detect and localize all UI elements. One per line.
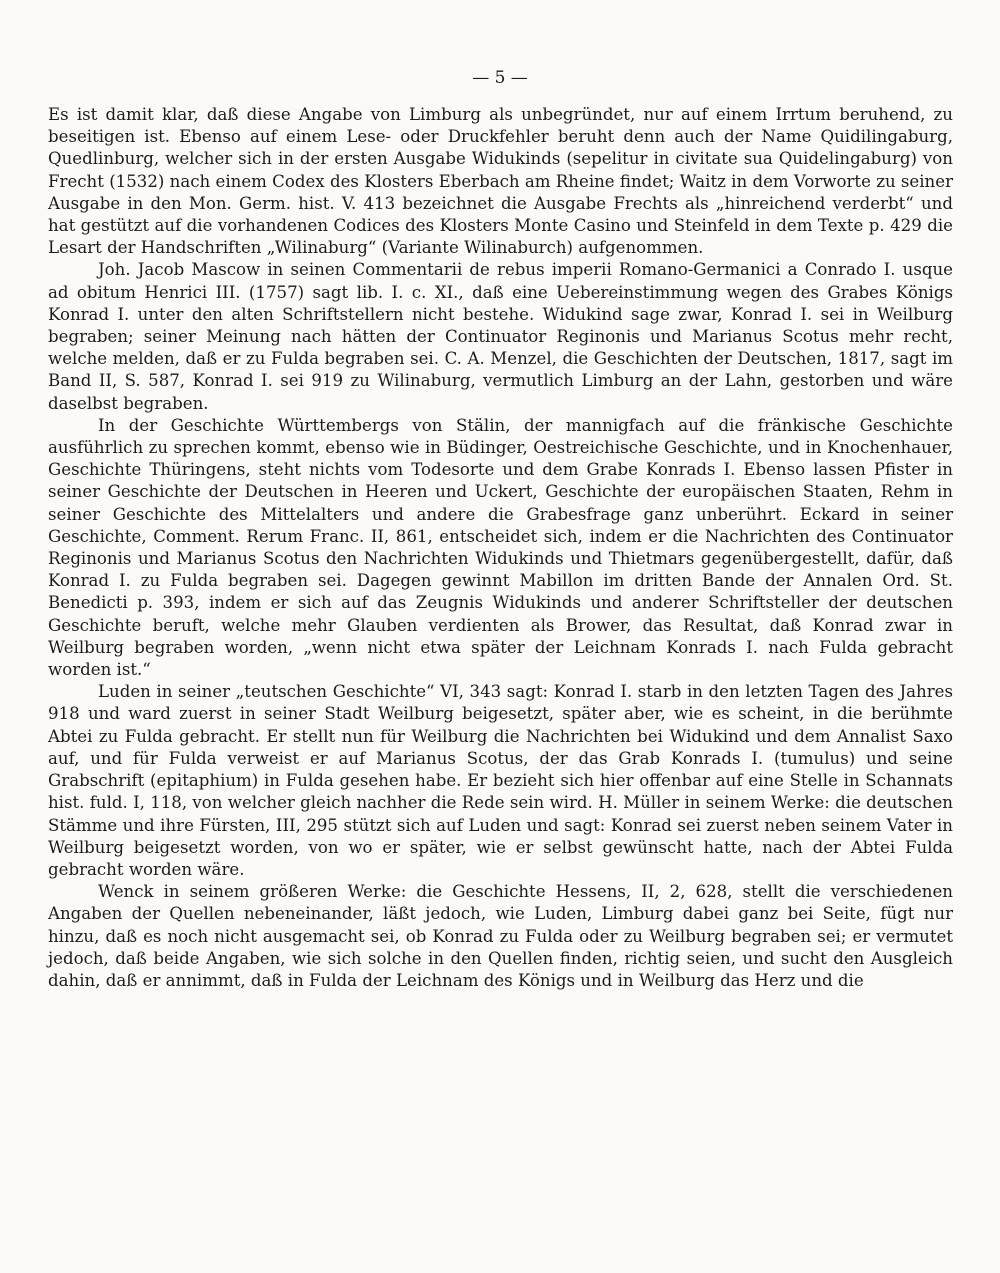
paragraph-4: Luden in seiner „teutschen Geschichte“ VI, 343 sagt: Konrad I. starb in den letzten Tagen des Jahres 918 und ward zuerst in seiner Stadt Weilburg beigesetzt, später aber, wie es scheint, in die berühmte Abtei zu Fulda gebracht. Er stellt nun für Weilburg die Nachrichten bei Widukind und dem Annalist Saxo auf, und für Fulda verweist er auf Marianus Scotus, der das Grab Konrads I. (tumulus) und seine Grabschrift (epitaphium) in Fulda gesehen habe. Er bezieht sich hier offenbar auf eine Stelle in Schannats hist. fuld. I, 118, von welcher gleich nachher die Rede sein wird. H. Müller in seinem Werke: die deutschen Stämme und ihre Fürsten, III, 295 stützt sich auf Luden und sagt: Konrad sei zuerst neben seinem Vater in Weilburg beigesetzt worden, von wo er später, wie er selbst gewünscht hatte, nach der Abtei Fulda gebracht worden wäre.: [48, 682, 953, 879]
page-number: — 5 —: [472, 68, 528, 88]
paragraph-5: Wenck in seinem größeren Werke: die Geschichte Hessens, II, 2, 628, stellt die verschiedenen Angaben der Quellen nebeneinander, läßt jedoch, wie Luden, Limburg dabei ganz bei Seite, fügt nur hinzu, daß es noch nicht ausgemacht sei, ob Konrad zu Fulda oder zu Weilburg begraben sei; er vermutet jedoch, daß beide Angaben, wie sich solche in den Quellen finden, richtig seien, und sucht den Ausgleich dahin, daß er annimmt, daß in Fulda der Leichnam des Königs und in Weilburg das Herz und die: [48, 882, 953, 990]
paragraph-1: Es ist damit klar, daß diese Angabe von Limburg als unbegründet, nur auf einem Irrtum beruhend, zu beseitigen ist. Ebenso auf einem Lese- oder Druckfehler beruht denn auch der Name Quidilingaburg, Quedlinburg, welcher sich in der ersten Ausgabe Widukinds (sepelitur in civitate sua Quidelingaburg) von Frecht (1532) nach einem Codex des Klosters Eberbach am Rheine findet; Waitz in dem Vorworte zu seiner Ausgabe in den Mon. Germ. hist. V. 413 bezeichnet die Ausgabe Frechts als „hinreichend verderbt“ und hat gestützt auf die vorhandenen Codices des Klosters Monte Casino und Steinfeld in dem Texte p. 429 die Lesart der Handschriften „Wilinaburg“ (Variante Wilinaburch) aufgenommen.: [48, 105, 953, 258]
paragraph-2: Joh. Jacob Mascow in seinen Commentarii de rebus imperii Romano-Germanici a Conrado I. usque ad obitum Henrici III. (1757) sagt lib. I. c. XI., daß eine Uebereinstimmung wegen des Grabes Königs Konrad I. unter den alten Schriftstellern nicht bestehe. Widukind sage zwar, Konrad I. sei in Weilburg begraben; seiner Meinung nach hätten der Continuator Reginonis und Marianus Scotus mehr recht, welche melden, daß er zu Fulda begraben sei. C. A. Menzel, die Geschichten der Deutschen, 1817, sagt im Band II, S. 587, Konrad I. sei 919 zu Wilinaburg, vermutlich Limburg an der Lahn, gestorben und wäre daselbst begraben.: [48, 260, 953, 413]
paragraph-3: In der Geschichte Württembergs von Stälin, der mannigfach auf die fränkische Geschichte ausführlich zu sprechen kommt, ebenso wie in Büdinger, Oestreichische Geschichte, und in Knochenhauer, Geschichte Thüringens, steht nichts vom Todesorte und dem Grabe Konrads I. Ebenso lassen Pfister in seiner Geschichte der Deutschen in Heeren und Uckert, Geschichte der europäischen Staaten, Rehm in seiner Geschichte des Mittelalters und andere die Grabesfrage ganz unberührt. Eckard in seiner Geschichte, Comment. Rerum Franc. II, 861, entscheidet sich, indem er die Nachrichten des Continuator Reginonis und Marianus Scotus den Nachrichten Widukinds und Thietmars gegenübergestellt, dafür, daß Konrad I. zu Fulda begraben sei. Dagegen gewinnt Mabillon im dritten Bande der Annalen Ord. St. Benedicti p. 393, indem er sich auf das Zeugnis Widukinds und anderer Schriftsteller der deutschen Geschichte beruft, welche mehr Glauben verdienten als Brower, das Resultat, daß Konrad zwar in Weilburg begraben worden, „wenn nicht etwa später der Leichnam Konrads I. nach Fulda gebracht worden ist.“: [48, 415, 953, 680]
body-text: [48, 104, 953, 992]
